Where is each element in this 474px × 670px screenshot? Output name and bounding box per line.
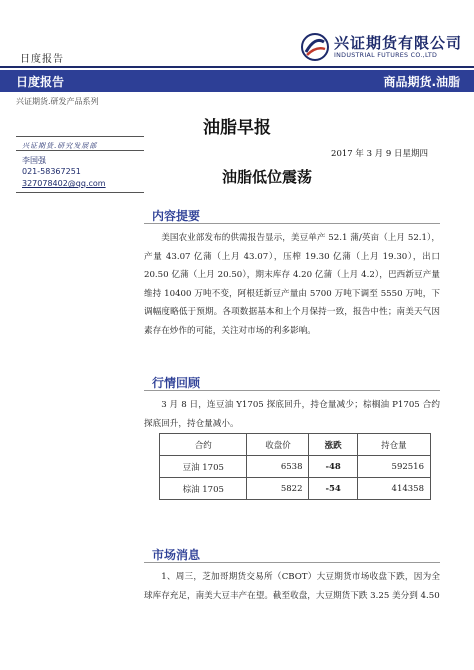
- quotes-table: [159, 433, 431, 500]
- news-heading: 市场消息: [152, 548, 201, 562]
- band-report-type: 日度报告: [16, 75, 65, 89]
- page-title: 油脂早报: [203, 118, 271, 138]
- band-category: 商品期货.油脂: [383, 75, 460, 89]
- news-text: 1、周三，芝加哥期货交易所（CBOT）大豆期货市场收盘下跌，因为全球库存充足，南美大豆丰产在望。截至收盘，大豆期货下跌 3.25 美分到 4.50: [144, 572, 440, 601]
- close-price-cell: 6538: [247, 456, 309, 478]
- report-date: 2017 年 3 月 9 日星期四: [331, 149, 428, 159]
- change-cell: -54: [309, 478, 357, 500]
- summary-text: 美国农业部发布的供需报告显示，美豆单产 52.1 蒲/英亩（上月 52.1），产量 43.07 亿蒲（上月 43.07），压榨 19.30 亿蒲（上月 19.30），出口 20.50 亿蒲（上月 20.50），期末库存 4.20 亿蒲（上月 4.2），巴西新豆产量维持 10400 万吨不变，阿根廷新豆产量由 5700 万吨下调至 5550 万吨，下调幅度略低于预期。各项数据基本和上个月保持一致，报告中性；南美天气因素存在炒作的可能，关注对市场的利多影响。: [144, 233, 440, 336]
- table-row: [160, 456, 431, 478]
- author-mid-rule: [16, 150, 144, 151]
- table-row: [160, 478, 431, 500]
- doc-type-label: 日度报告: [20, 54, 64, 65]
- table-header-row: [160, 434, 431, 456]
- column-header: 收盘价: [247, 434, 309, 456]
- summary-heading: 内容提要: [152, 209, 201, 223]
- column-header: 涨跌: [309, 434, 357, 456]
- summary-rule: [144, 223, 440, 224]
- change-cell: -48: [309, 456, 357, 478]
- author-name: 李国强: [22, 156, 46, 165]
- logo-company-name: 兴证期货有限公司: [334, 34, 463, 52]
- open-interest-cell: 414358: [357, 478, 430, 500]
- column-header: 持仓量: [357, 434, 430, 456]
- report-subtitle: 油脂低位震荡: [222, 168, 313, 186]
- contract-cell: 棕油 1705: [160, 478, 247, 500]
- column-header: 合约: [160, 434, 247, 456]
- close-price-cell: 5822: [247, 478, 309, 500]
- logo-english-name: INDUSTRIAL FUTURES CO.,LTD: [334, 52, 438, 59]
- review-text: 3 月 8 日，连豆油 Y1705 探底回升，持仓量减少；棕榈油 P1705 合约探底回升，持仓量减小。: [144, 400, 440, 429]
- contract-cell: 豆油 1705: [160, 456, 247, 478]
- header-divider: [0, 66, 474, 68]
- author-phone: 021-58367251: [22, 167, 81, 176]
- open-interest-cell: 592516: [357, 456, 430, 478]
- review-heading: 行情回顾: [152, 376, 201, 390]
- product-series: 兴证期货.研发产品系列: [16, 97, 99, 106]
- author-email-link[interactable]: 327078402@qq.com: [22, 179, 106, 188]
- review-rule: [144, 390, 440, 391]
- author-department: 兴证期货.研究发展部: [22, 142, 98, 150]
- author-bottom-rule: [16, 192, 144, 193]
- news-rule: [144, 562, 440, 563]
- company-logo: [300, 30, 463, 66]
- author-top-rule: [16, 136, 144, 137]
- xingzheng-logo-icon: [300, 32, 330, 62]
